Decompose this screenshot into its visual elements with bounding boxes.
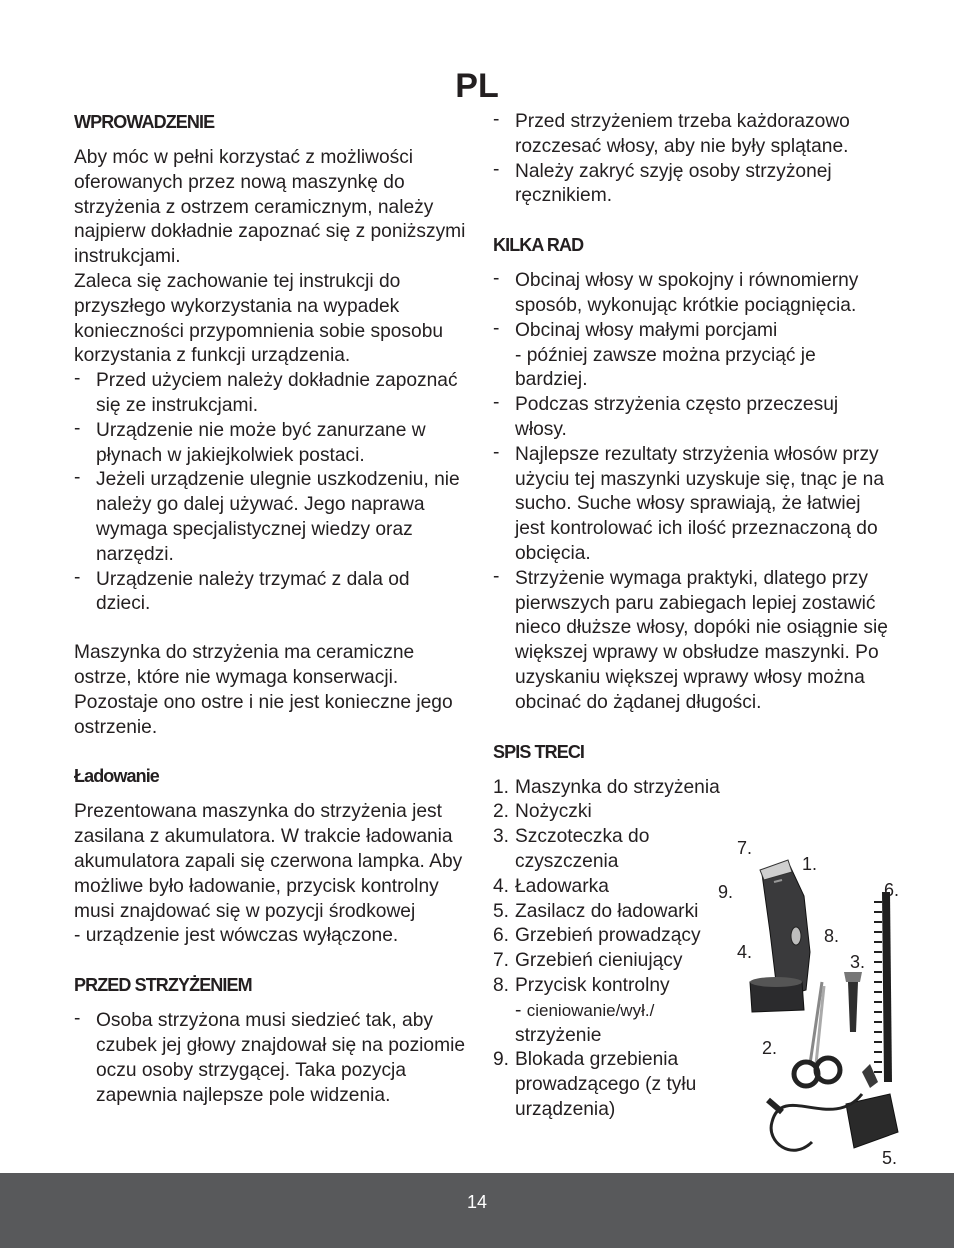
left-column (74, 110, 466, 1108)
figure-label: 2. (762, 1038, 778, 1058)
intro-bullet-list (74, 369, 466, 617)
part-label: Maszynka do strzyżenia (515, 776, 720, 798)
tip-2-line-1: Obcinaj włosy małymi porcjami (515, 319, 778, 341)
list-item (493, 1048, 715, 1122)
list-item (493, 900, 743, 925)
figure-label: 7. (737, 838, 753, 858)
part-number: 1. (493, 776, 510, 798)
intro-paragraph-2: Zaleca się zachowanie tej instrukcji do przyszłego wykorzystania na wypadek konieczności przypomnienia sobie sposobu korzystania z funkcji urządzenia. (74, 270, 444, 367)
page-number: 14 (466, 1192, 488, 1212)
list-item: - Najlepsze rezultaty strzyżenia włosów przy użyciu tej maszynki uzyskuje się, tnąc je na sucho. Suche włosy sprawiają, że łatwiej jest kontrolować ich ilość przeznaczoną do obcięcia. (493, 443, 893, 567)
list-item (493, 825, 685, 875)
figure-label: 5. (882, 1148, 898, 1168)
part-label: Szczoteczka do czyszczenia (515, 826, 650, 872)
list-item: - Obcinaj włosy w spokojny i równomierny sposób, wykonując krótkie pociągnięcia. (493, 269, 893, 319)
product-illustration (712, 832, 912, 1172)
list-item: - Jeżeli urządzenie ulegnie uszkodzeniu, nie należy go dalej używać. Jego naprawa wymaga specjalistycznej wiedzy oraz narzędzi. (74, 468, 466, 567)
before-bullet-list (74, 1009, 466, 1108)
list-item: - Urządzenie nie może być zanurzane w płynach w jakiejkolwiek postaci. (74, 419, 466, 469)
part-number: 8. (493, 974, 510, 996)
part-label: Ładowarka (515, 875, 609, 897)
list-item: - Obcinaj włosy małymi porcjami - później zawsze można przyciąć je bardziej. (493, 319, 893, 393)
list-item: - Przed strzyżeniem trzeba każdorazowo rozczesać włosy, aby nie były splątane. (493, 110, 893, 160)
figure-label: 8. (824, 926, 840, 946)
list-item: - Osoba strzyżona musi siedzieć tak, aby czubek jej głowy znajdował się na poziomie oczu osoby strzygącej. Taka pozycja zapewnia najlepsze pole widzenia. (74, 1009, 466, 1108)
intro-paragraph-1: Aby móc w pełni korzystać z możliwości oferowanych przez nową maszynkę do strzyżenia z ostrzem ceramicznym, należy najpierw dokładnie zapoznać się z poniższymi instrukcjami. (74, 147, 466, 268)
charging-dash-text: urządzenie jest wówczas wyłączone. (85, 925, 399, 947)
figure-label: 4. (737, 942, 753, 962)
part-label: Grzebień prowadzący (515, 925, 701, 947)
part-label: Zasilacz do ładowarki (515, 900, 699, 922)
power-adapter-icon (768, 1064, 898, 1150)
list-item (493, 776, 743, 801)
charging-dash-line: - urządzenie jest wówczas wyłączone. (74, 925, 399, 947)
list-item: - Podczas strzyżenia często przeczesuj włosy. (493, 393, 893, 443)
part-number: 2. (493, 801, 510, 823)
tip-2-line-2: później zawsze można przyciąć je bardziej. (515, 344, 816, 391)
before-heading: PRZED STRZYŻENIEM (74, 975, 252, 996)
figure-label: 1. (802, 854, 818, 874)
part-label: Grzebień cieniujący (515, 950, 683, 972)
part-label: Nożyczki (515, 801, 592, 823)
figure-label: 6. (884, 880, 900, 900)
list-item (493, 924, 743, 949)
list-item (493, 949, 743, 974)
intro-paragraph-3: Maszynka do strzyżenia ma ceramiczne ostrze, które nie wymaga konserwacji. Pozostaje ono ostre i nie jest konieczne jego ostrzenie. (74, 642, 453, 738)
parts-list (493, 776, 743, 1123)
charging-paragraph: Prezentowana maszynka do strzyżenia jest zasilana z akumulatora. W trakcie ładowania akumulatora zapali się czerwona lampka. Aby możliwe było ładowanie, przycisk kontrolny musi znajdować się w pozycji środkowej (74, 801, 463, 922)
list-item: - Przed użyciem należy dokładnie zapoznać się ze instrukcjami. (74, 369, 466, 419)
part-8-sub-rest: strzyżenie (515, 1024, 602, 1046)
guide-comb-icon (874, 892, 892, 1082)
part-number: 9. (493, 1049, 510, 1071)
contents-heading: SPIS TRECI (493, 741, 585, 762)
part-label: Blokada grzebienia prowadzącego (z tyłu urządzenia) (515, 1049, 697, 1120)
part-number: 4. (493, 875, 510, 897)
figure-label: 3. (850, 952, 866, 972)
part-8-sub-dash: cieniowanie/wył./ (526, 1000, 655, 1020)
clipper-icon (760, 860, 810, 994)
list-item: - Urządzenie należy trzymać z dala od dzieci. (74, 568, 466, 618)
list-item (493, 800, 743, 825)
charger-icon (750, 977, 804, 1012)
part-label: Przycisk kontrolny (515, 974, 670, 996)
brush-icon (844, 972, 862, 1032)
figure-label: 9. (718, 882, 734, 902)
charging-heading: Ładowanie (74, 766, 159, 787)
part-number: 3. (493, 826, 510, 848)
part-number: 7. (493, 950, 510, 972)
product-drawing (712, 832, 912, 1172)
page-footer (0, 1173, 954, 1248)
part-number: 5. (493, 900, 510, 922)
list-item: - Należy zakryć szyję osoby strzyżonej ręcznikiem. (493, 160, 893, 210)
before-continued-list (493, 110, 893, 209)
tips-heading: KILKA RAD (493, 235, 584, 256)
list-item (493, 875, 743, 900)
list-item: 8. Przycisk kontrolny - cieniowanie/wył./ strzyżenie (493, 974, 670, 1046)
language-code: PL (455, 67, 499, 105)
part-number: 6. (493, 925, 510, 947)
tips-list (493, 269, 893, 715)
list-item: - Strzyżenie wymaga praktyki, dlatego przy pierwszych paru zabiegach lepiej zostawić nieco dłuższe włosy, dopóki nie osiągnie się większej wprawy w obsłudze maszynki. Po uzyskaniu większej wprawy włosy można obcinać do żądanej długości. (493, 567, 893, 716)
intro-heading: WPROWADZENIE (74, 112, 215, 132)
